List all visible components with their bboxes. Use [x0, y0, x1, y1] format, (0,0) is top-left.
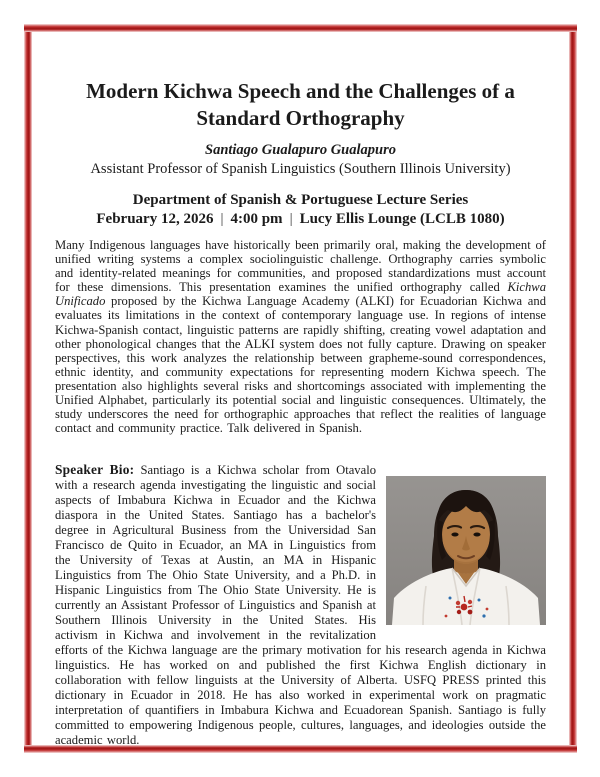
speaker-bio-text: Santiago is a Kichwa scholar from Otavalo with a research agenda investigating the linguistic and social aspects of Imbabura Kichwa in Ecuador and the Kichwa diaspora in the United States. Santiago has a bachelor's degree in Agricultural Business from the Universidad San Francisco de Quito in Ecuador, an MA in Linguistics from the University of Texas at Austin, an MA in Hispanic Linguistics from The Ohio State University, and a Ph.D. in Hispanic Linguistics from The Ohio State University. He is currently an Assistant Professor of Linguistics and Spanish at Southern Illinois University in the United States. His activism in Kichwa and involvement in the revitalization efforts of the Kichwa language are the primary motivation for his research agenda in Kichwa linguistics. He has worked on and published the first Kichwa English dictionary in collaboration with fellow linguists at the University of Alberta. USFQ PRESS printed this dictionary in Ecuador in 2018. He has also worked in experimental work on pragmatic interpretation of quantifiers in Imbabura Kichwa and Ecuadorean Spanish. Santiago is fully committed to empowering Indigenous people, cultures, languages, and ideologies outside the academic world.	[55, 463, 546, 748]
event-location: Lucy Ellis Lounge (LCLB 1080)	[299, 211, 505, 227]
event-date: February 12, 2026	[96, 211, 214, 227]
title-line-1: Modern Kichwa Speech and the Challenges of a	[86, 79, 515, 103]
abstract-italic-phrase: Kichwa Unificado	[55, 280, 546, 309]
speaker-affiliation: Assistant Professor of Spanish Linguistics (Southern Illinois University)	[90, 161, 511, 177]
abstract-paragraph	[55, 238, 546, 435]
separator-pipe: |	[220, 211, 224, 227]
abstract-text-2: proposed by the Kichwa Language Academy (ALKI) for Ecuadorian Kichwa and evaluates its limitations in the context of contemporary language use. In regions of intense Kichwa-Spanish contact, linguistic patterns are rapidly shifting, creating vowel adaptation and other phonological changes that the ALKI system does not fully capture. Drawing on speaker perspectives, this work analyzes the relationship between grapheme-sound correspondences, ethnic identity, and community expectations for representing modern Kichwa speech. The presentation also highlights several risks and shortcomings associated with implementing the Unified Alphabet, particularly its potential social and linguistic consequences. Ultimately, the study underscores the need for orthographic approaches that reflect the realities of language contact and community practice. Talk delivered in Spanish.	[55, 294, 546, 436]
right-eye	[473, 533, 480, 537]
border-left-edge	[24, 24, 32, 753]
flyer-content	[32, 32, 569, 748]
speaker-block	[55, 141, 546, 179]
event-time: 4:00 pm	[230, 211, 283, 227]
speaker-bio-section	[55, 462, 546, 748]
separator-pipe: |	[289, 211, 293, 227]
speaker-name: Santiago Gualapuro Gualapuro	[205, 142, 396, 158]
speaker-photo	[386, 476, 546, 625]
border-right-edge	[569, 24, 577, 753]
speaker-bio-label: Speaker Bio:	[55, 462, 135, 478]
title-line-2: Standard Orthography	[196, 106, 405, 130]
lecture-series-title: Department of Spanish & Portuguese Lecture Series	[132, 192, 469, 208]
abstract-text-1: Many Indigenous languages have historically been primarily oral, making the development of unified writing systems a complex sociolinguistic challenge. Orthography carries symbolic and identity-related meanings for communities, and proposed standardizations must account for these dimensions. This presentation examines the unified orthography called	[55, 238, 546, 295]
event-block	[55, 191, 546, 229]
page-title	[55, 78, 546, 132]
border-top-edge	[24, 24, 577, 32]
event-details	[55, 210, 546, 229]
face	[442, 506, 490, 564]
left-eye	[451, 533, 458, 537]
flyer-frame	[24, 24, 577, 753]
